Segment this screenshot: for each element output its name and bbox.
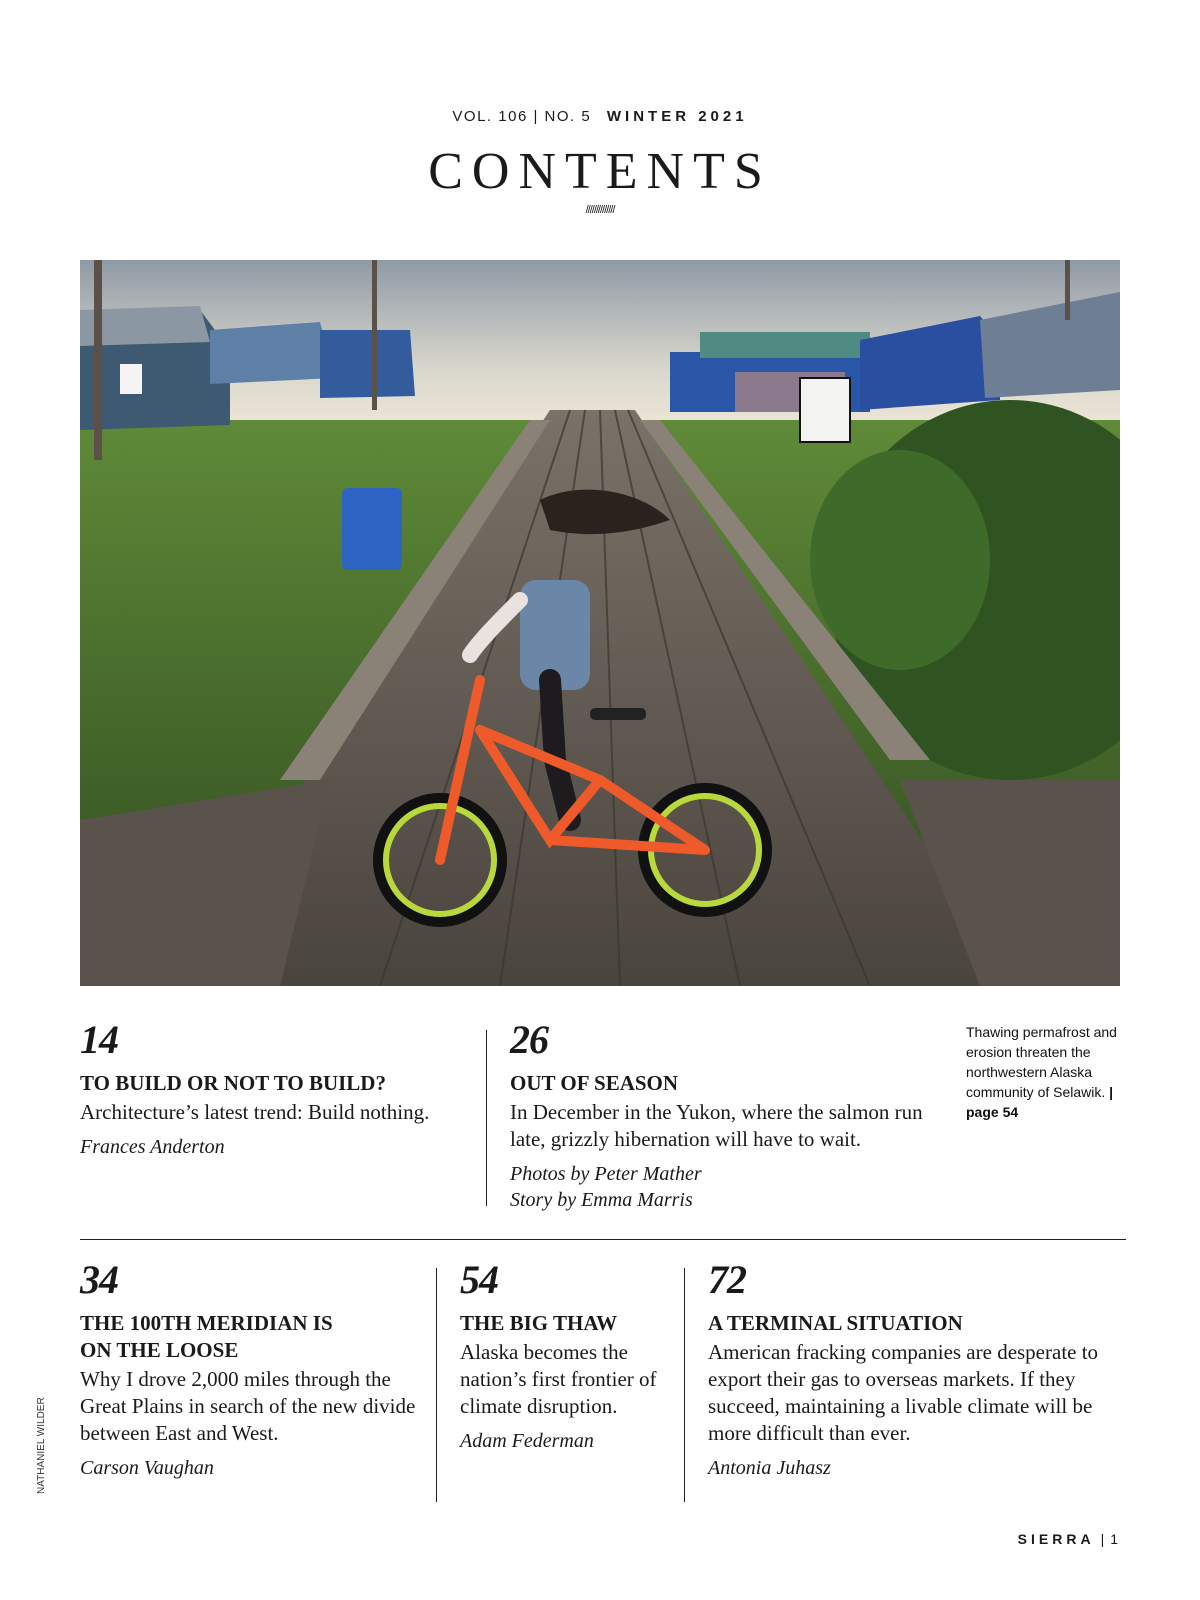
article-entry-26[interactable] — [510, 1017, 930, 1213]
boardwalk-bicycle-photo — [80, 260, 1120, 986]
magazine-name: SIERRA — [1017, 1531, 1095, 1547]
column-divider — [486, 1030, 487, 1206]
article-entry-14[interactable] — [80, 1017, 470, 1160]
article-page-number: 72 — [708, 1257, 746, 1302]
article-title[interactable]: OUT OF SEASON — [510, 1071, 679, 1095]
article-title[interactable]: A TERMINAL SITUATION — [708, 1311, 963, 1335]
article-entry-34[interactable] — [80, 1257, 420, 1481]
article-title[interactable]: THE 100TH MERIDIAN IS ON THE LOOSE — [80, 1311, 333, 1362]
column-divider — [436, 1268, 437, 1502]
caption-page-ref[interactable]: | page 54 — [966, 1084, 1114, 1120]
issue-line — [0, 108, 1200, 125]
article-byline-photos: Photos by Peter Mather — [510, 1163, 702, 1185]
article-description: Architecture’s latest trend: Build nothing. — [80, 1100, 430, 1124]
page-footer — [1018, 1531, 1122, 1547]
title-ornament: ////////////// — [585, 204, 615, 216]
article-title[interactable]: TO BUILD OR NOT TO BUILD? — [80, 1071, 386, 1095]
article-page-number: 26 — [510, 1017, 548, 1062]
article-description: Why I drove 2,000 miles through the Great Plains in search of the new divide between East and West. — [80, 1367, 416, 1445]
article-title[interactable]: THE BIG THAW — [460, 1311, 618, 1335]
article-entry-54[interactable] — [460, 1257, 670, 1454]
page-number: 1 — [1110, 1531, 1122, 1547]
article-byline: Frances Anderton — [80, 1136, 225, 1158]
article-byline-story: Story by Emma Marris — [510, 1189, 693, 1211]
issue-season: WINTER 2021 — [606, 108, 748, 125]
page-title: CONTENTS — [428, 143, 772, 200]
photo-caption — [966, 1022, 1126, 1122]
article-byline: Carson Vaughan — [80, 1457, 214, 1479]
column-divider — [684, 1268, 685, 1502]
article-byline: Antonia Juhasz — [708, 1457, 831, 1479]
row-divider — [80, 1239, 1126, 1240]
article-description: In December in the Yukon, where the salmon run late, grizzly hibernation will have to wait. — [510, 1100, 923, 1151]
issue-number: VOL. 106 | NO. 5 — [452, 108, 592, 125]
article-description: American fracking companies are desperate to export their gas to overseas markets. If they succeed, maintaining a livable climate will be more difficult than ever. — [708, 1340, 1099, 1445]
article-byline: Adam Federman — [460, 1430, 594, 1452]
article-page-number: 14 — [80, 1017, 118, 1062]
photo-credit: NATHANIEL WILDER — [36, 1397, 47, 1494]
article-page-number: 34 — [80, 1257, 118, 1302]
article-page-number: 54 — [460, 1257, 498, 1302]
caption-text: Thawing permafrost and erosion threaten the northwestern Alaska community of Selawik. — [966, 1024, 1117, 1100]
footer-separator: | — [1100, 1531, 1105, 1547]
article-entry-72[interactable] — [708, 1257, 1118, 1481]
article-description: Alaska becomes the nation’s first frontier of climate disruption. — [460, 1340, 657, 1418]
